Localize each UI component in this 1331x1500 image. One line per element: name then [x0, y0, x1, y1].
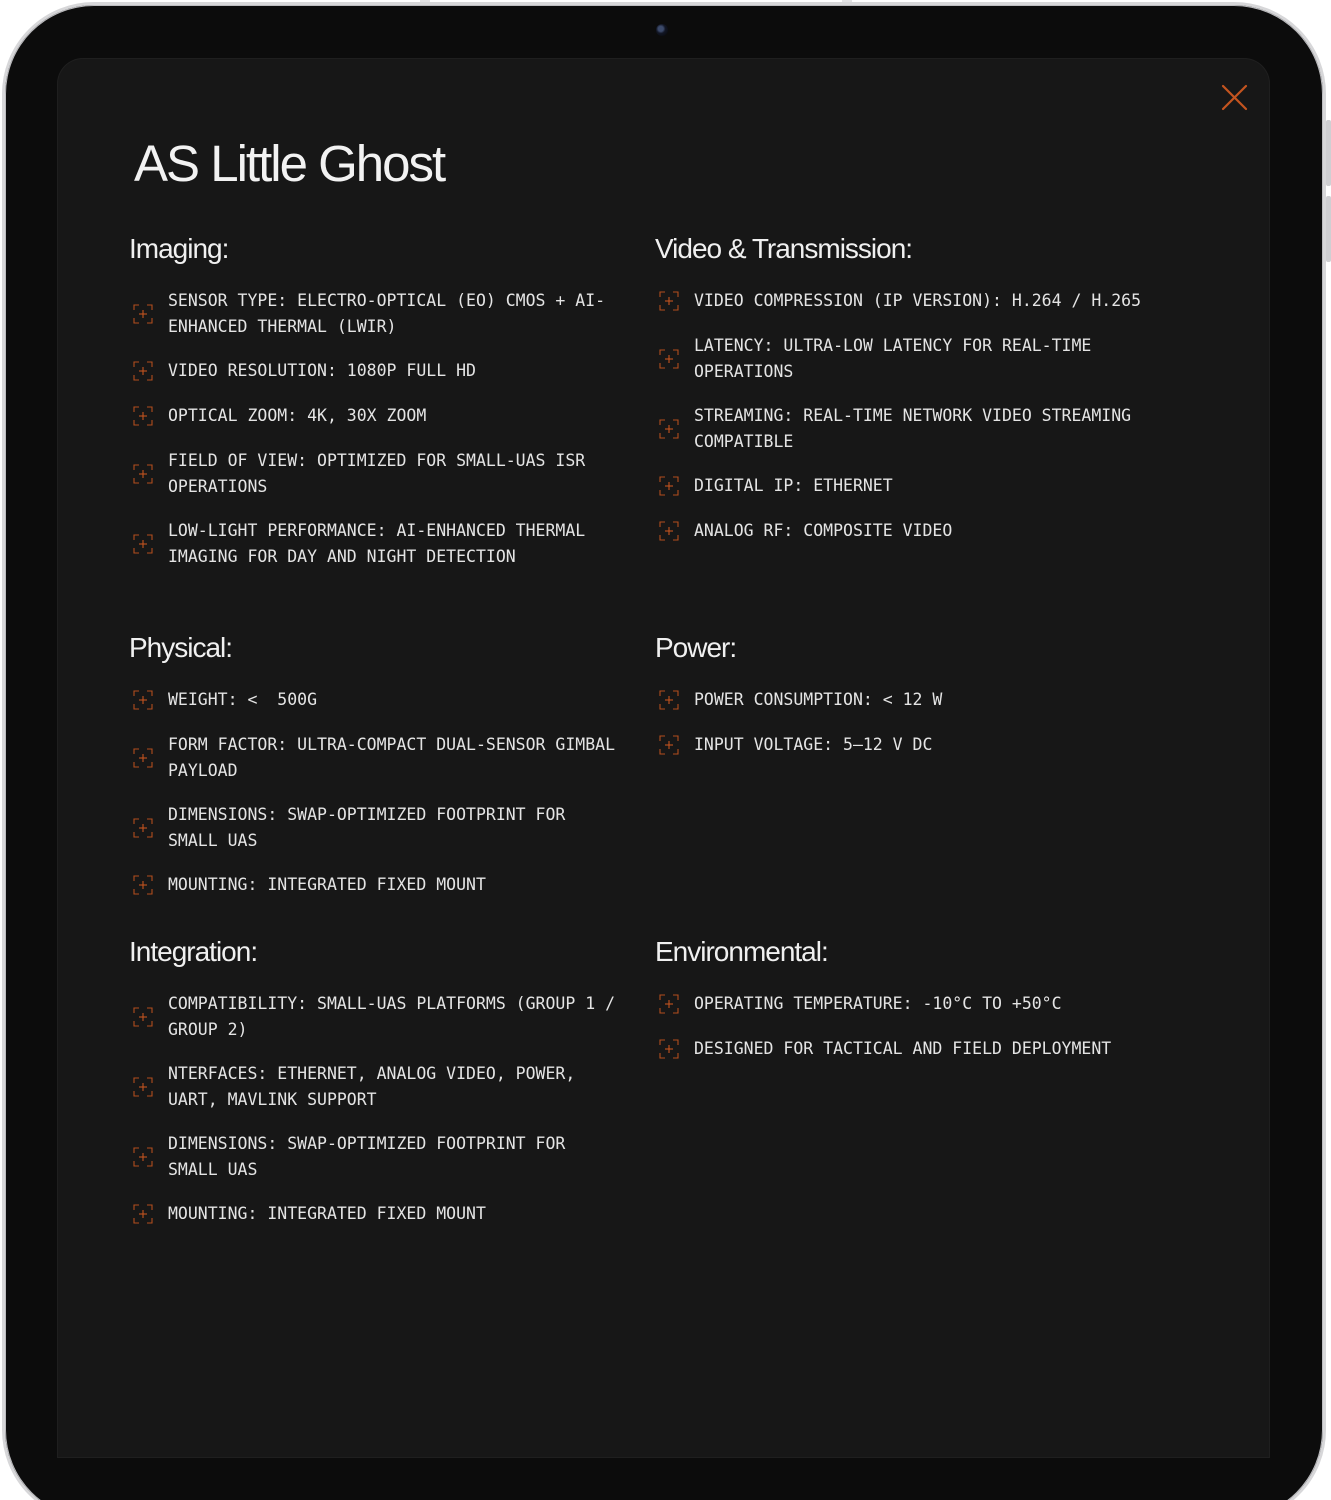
- list-item: [129, 448, 629, 499]
- crosshair-plus-icon: [131, 1145, 155, 1169]
- crosshair-plus-icon: [657, 417, 681, 441]
- spec-text: WEIGHT: < 500G: [168, 690, 318, 710]
- spec-text: DIGITAL IP: ETHERNET: [694, 476, 893, 496]
- crosshair-plus-icon: [131, 1202, 155, 1226]
- list-item: [129, 802, 629, 853]
- list-item: [655, 687, 1155, 713]
- crosshair-plus-icon: [657, 733, 681, 757]
- section-heading: Integration:: [129, 936, 258, 967]
- list-item: [655, 288, 1155, 314]
- close-icon[interactable]: [1218, 84, 1248, 114]
- spec-text: INPUT VOLTAGE: 5–12 V DC: [694, 735, 933, 755]
- volume-down-button: [1326, 196, 1331, 262]
- crosshair-plus-icon: [657, 347, 681, 371]
- section-environmental: [655, 935, 1155, 1081]
- crosshair-plus-icon: [657, 688, 681, 712]
- spec-text: MOUNTING: INTEGRATED FIXED MOUNT: [168, 875, 486, 895]
- spec-list: [655, 687, 1155, 758]
- spec-text: NTERFACES: ETHERNET, ANALOG VIDEO, POWER, UART, MAVLINK SUPPORT: [168, 1064, 586, 1109]
- section-imaging: [129, 232, 629, 588]
- crosshair-plus-icon: [131, 302, 155, 326]
- page-title: AS Little Ghost: [134, 135, 445, 192]
- section-integration: [129, 935, 629, 1246]
- crosshair-plus-icon: [657, 992, 681, 1016]
- crosshair-plus-icon: [657, 1037, 681, 1061]
- list-item: [129, 872, 629, 898]
- crosshair-plus-icon: [131, 359, 155, 383]
- crosshair-plus-icon: [131, 816, 155, 840]
- crosshair-plus-icon: [131, 1075, 155, 1099]
- spec-text: OPTICAL ZOOM: 4K, 30X ZOOM: [168, 406, 427, 426]
- crosshair-plus-icon: [657, 289, 681, 313]
- crosshair-plus-icon: [131, 746, 155, 770]
- section-heading: Video & Transmission:: [655, 233, 913, 264]
- spec-list: [129, 991, 629, 1227]
- list-item: [129, 288, 629, 339]
- spec-list: [129, 288, 629, 569]
- section-heading: Imaging:: [129, 233, 229, 264]
- list-item: [129, 732, 629, 783]
- front-camera-icon: [656, 24, 668, 36]
- spec-text: FORM FACTOR: ULTRA-COMPACT DUAL-SENSOR GIMBAL PAYLOAD: [168, 735, 625, 780]
- list-item: [655, 991, 1155, 1017]
- spec-text: STREAMING: REAL-TIME NETWORK VIDEO STREAMING COMPATIBLE: [694, 406, 1142, 451]
- spec-text: DIMENSIONS: SWAP-OPTIMIZED FOOTPRINT FOR SMALL UAS: [168, 805, 576, 850]
- crosshair-plus-icon: [131, 462, 155, 486]
- crosshair-plus-icon: [657, 519, 681, 543]
- spec-text: FIELD OF VIEW: OPTIMIZED FOR SMALL-UAS ISR OPERATIONS: [168, 451, 596, 496]
- list-item: [129, 358, 629, 384]
- spec-text: MOUNTING: INTEGRATED FIXED MOUNT: [168, 1204, 486, 1224]
- list-item: [655, 403, 1155, 454]
- list-item: [655, 333, 1155, 384]
- crosshair-plus-icon: [131, 532, 155, 556]
- list-item: [129, 518, 629, 569]
- crosshair-plus-icon: [131, 873, 155, 897]
- spec-list: [655, 991, 1155, 1062]
- spec-text: COMPATIBILITY: SMALL-UAS PLATFORMS (GROUP 1 / GROUP 2): [168, 994, 625, 1039]
- spec-text: DESIGNED FOR TACTICAL AND FIELD DEPLOYMENT: [694, 1039, 1112, 1059]
- spec-text: POWER CONSUMPTION: < 12 W: [694, 690, 943, 710]
- list-item: [129, 1131, 629, 1182]
- crosshair-plus-icon: [131, 404, 155, 428]
- spec-list: [655, 288, 1155, 544]
- spec-text: ANALOG RF: COMPOSITE VIDEO: [694, 521, 953, 541]
- crosshair-plus-icon: [131, 688, 155, 712]
- section-heading: Physical:: [129, 632, 233, 663]
- spec-text: VIDEO RESOLUTION: 1080P FULL HD: [168, 361, 476, 381]
- volume-up-button: [1326, 120, 1331, 186]
- section-power: [655, 631, 1155, 777]
- crosshair-plus-icon: [131, 1005, 155, 1029]
- list-item: [655, 518, 1155, 544]
- spec-text: LOW-LIGHT PERFORMANCE: AI-ENHANCED THERMAL IMAGING FOR DAY AND NIGHT DETECTION: [168, 521, 596, 566]
- list-item: [129, 1061, 629, 1112]
- spec-text: VIDEO COMPRESSION (IP VERSION): H.264 / H.265: [694, 291, 1142, 311]
- list-item: [129, 991, 629, 1042]
- list-item: [129, 403, 629, 429]
- crosshair-plus-icon: [657, 474, 681, 498]
- spec-text: SENSOR TYPE: ELECTRO-OPTICAL (EO) CMOS + AI-ENHANCED THERMAL (LWIR): [168, 291, 606, 336]
- spec-list: [129, 687, 629, 898]
- list-item: [655, 1036, 1155, 1062]
- spec-text: DIMENSIONS: SWAP-OPTIMIZED FOOTPRINT FOR SMALL UAS: [168, 1134, 576, 1179]
- list-item: [655, 732, 1155, 758]
- section-heading: Power:: [655, 632, 737, 663]
- spec-text: LATENCY: ULTRA-LOW LATENCY FOR REAL-TIME OPERATIONS: [694, 336, 1102, 381]
- section-video-transmission: [655, 232, 1155, 563]
- section-physical: [129, 631, 629, 917]
- list-item: [655, 473, 1155, 499]
- spec-text: OPERATING TEMPERATURE: -10°C TO +50°C: [694, 994, 1062, 1014]
- list-item: [129, 687, 629, 713]
- section-heading: Environmental:: [655, 936, 828, 967]
- list-item: [129, 1201, 629, 1227]
